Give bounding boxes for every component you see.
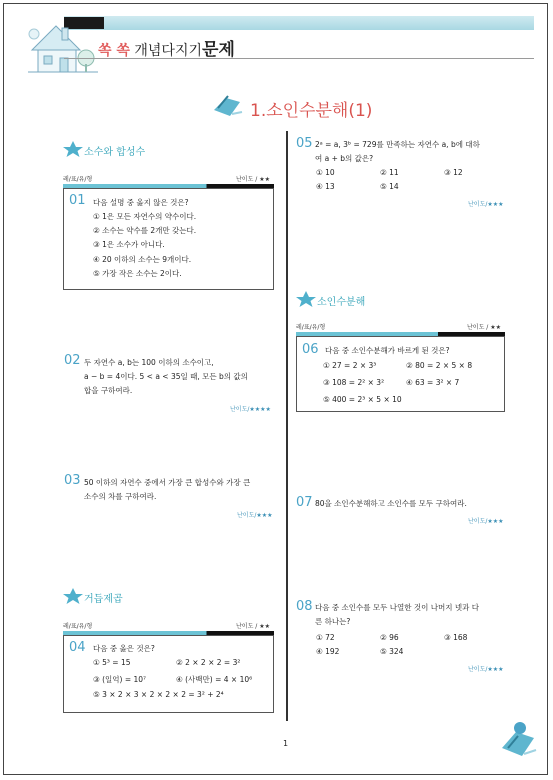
page-number: 1 [283, 739, 289, 748]
difficulty-label: 난이도 / ★★ [236, 176, 270, 183]
option: ① 27 = 2 × 3³ [323, 361, 377, 370]
question-line: 두 자연수 a, b는 100 이하의 소수이고, [84, 358, 214, 367]
option: ④ 63 = 3² × 7 [406, 378, 460, 387]
question-line: 2ᵃ = a, 3ᵇ = 729를 만족하는 자연수 a, b에 대하 [315, 140, 480, 149]
type-bar [63, 621, 274, 635]
question-number: 03 [64, 473, 81, 488]
difficulty-level: 난이도/★★★ [468, 518, 504, 525]
question-line: 여 a + b의 값은? [315, 154, 374, 163]
option: ① 5³ = 15 [93, 658, 131, 667]
option: ④ 192 [316, 647, 340, 656]
option: ① 72 [316, 633, 335, 642]
question-number: 05 [296, 136, 313, 151]
difficulty-label: 난이도 / ★★ [236, 623, 270, 630]
question-number: 02 [64, 353, 81, 368]
option: ② 96 [380, 633, 399, 642]
option: ① 10 [316, 168, 335, 177]
difficulty-level: 난이도/★★★★ [230, 406, 271, 413]
option: ② 80 = 2 × 5 × 8 [406, 361, 473, 370]
question-line: 50 이하의 자연수 중에서 가장 큰 합성수와 가장 큰 [84, 478, 251, 487]
question-text: 다음 중 옳은 것은? [93, 644, 155, 653]
question-line: 다음 중 소인수를 모두 나열한 것이 나머지 넷과 다 [315, 603, 479, 612]
option: ⑤ 가장 작은 소수는 2이다. [93, 269, 182, 278]
question-number: 07 [296, 495, 313, 510]
column-divider [286, 131, 288, 721]
type-bar [63, 174, 274, 188]
header-rule [64, 58, 534, 59]
question-line: 소수의 차를 구하여라. [84, 492, 157, 501]
option: ⑤ 3 × 2 × 3 × 2 × 2 × 2 = 3² + 2⁴ [93, 690, 224, 699]
option: ① 1은 모든 자연수의 약수이다. [93, 212, 197, 221]
option: ③ 1은 소수가 아니다. [93, 240, 165, 249]
section-title: 거듭제곱 [84, 594, 123, 605]
difficulty-level: 난이도/★★★ [237, 512, 273, 519]
difficulty-level: 난이도/★★★ [468, 666, 504, 673]
book-mascot-icon [498, 718, 540, 758]
question-line: a − b = 4이다. 5 < a < 35일 때, 모든 b의 값의 [84, 372, 248, 381]
bar-label: 레/표/유/형 [63, 623, 93, 630]
question-number: 04 [69, 640, 86, 655]
difficulty-level: 난이도/★★★ [468, 201, 504, 208]
star-icon [62, 140, 84, 158]
section-title: 소인수분해 [317, 297, 366, 308]
question-number: 06 [302, 342, 319, 357]
question-line: 른 하나는? [315, 617, 351, 626]
book-icon [210, 90, 246, 118]
option: ② 11 [380, 168, 399, 177]
question-number: 01 [69, 193, 86, 208]
option: ② 소수는 약수를 2개만 갖는다. [93, 226, 197, 235]
house-illustration-icon [26, 14, 100, 76]
option: ③ (일억) = 10⁷ [93, 675, 147, 684]
difficulty-label: 난이도 / ★★ [467, 324, 501, 331]
option: ④ 20 이하의 소수는 9개이다. [93, 255, 192, 264]
section-title: 소수와 합성수 [84, 147, 146, 158]
star-icon [62, 587, 84, 605]
question-number: 08 [296, 599, 313, 614]
star-icon [295, 290, 317, 308]
header-title [98, 35, 235, 60]
type-bar [296, 322, 505, 336]
header-band [64, 16, 534, 30]
question-line: 합을 구하여라. [84, 386, 133, 395]
option: ③ 108 = 2² × 3² [323, 378, 385, 387]
option: ③ 168 [444, 633, 468, 642]
bar-label: 레/표/유/형 [63, 176, 93, 183]
option: ⑤ 14 [380, 182, 399, 191]
option: ⑤ 324 [380, 647, 404, 656]
question-text: 80을 소인수분해하고 소인수를 모두 구하여라. [315, 499, 467, 508]
bar-label: 레/표/유/형 [296, 324, 326, 331]
header-title-small: 개념다지기 [129, 43, 203, 59]
option: ② 2 × 2 × 2 = 3² [176, 658, 241, 667]
question-text: 다음 중 소인수분해가 바르게 된 것은? [325, 346, 450, 355]
option: ③ 12 [444, 168, 463, 177]
option: ⑤ 400 = 2³ × 5 × 10 [323, 395, 402, 404]
page-title: 1.소인수분해(1) [250, 101, 373, 121]
header-title-big: 문제 [202, 40, 235, 60]
question-text: 다음 설명 중 옳지 않은 것은? [93, 198, 189, 207]
option: ④ 13 [316, 182, 335, 191]
header-accent: 쏙 쏙 [98, 43, 130, 59]
option: ④ (사백만) = 4 × 10⁶ [176, 675, 253, 684]
